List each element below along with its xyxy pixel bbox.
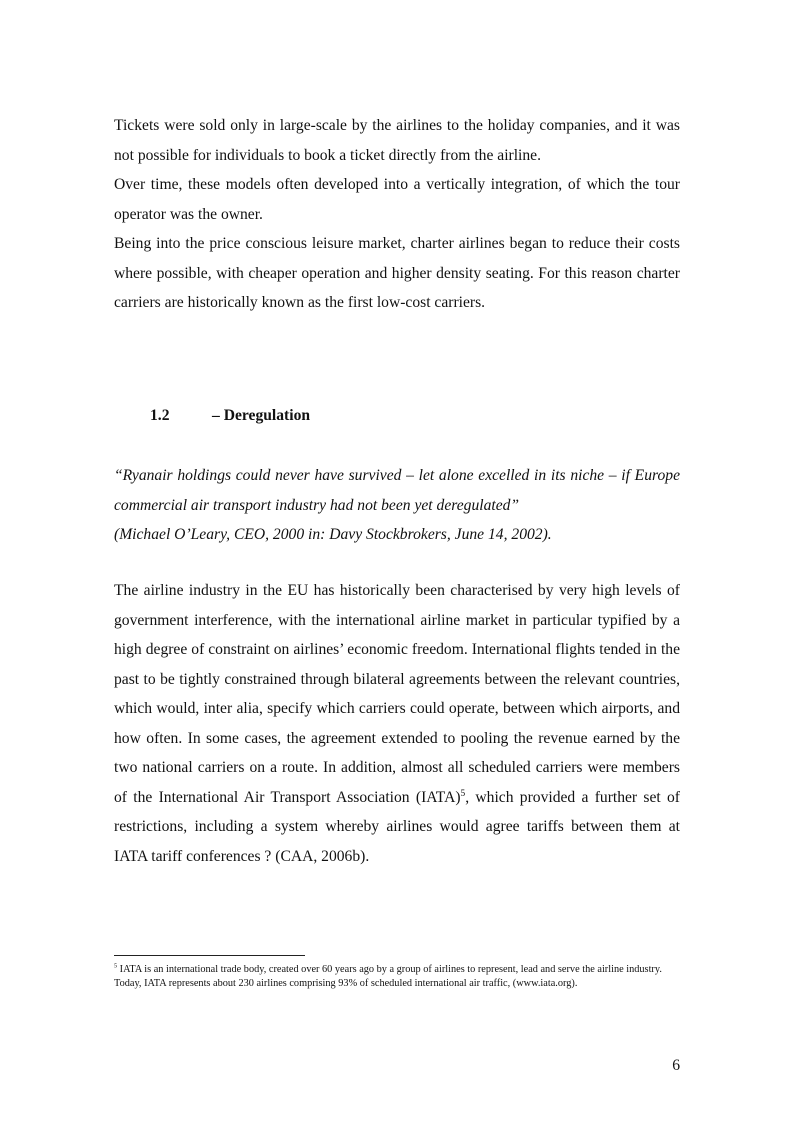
- main-paragraph: [114, 576, 680, 871]
- footnote-separator: [114, 955, 305, 956]
- footnote-mark: 5: [114, 962, 118, 970]
- epigraph-quote: [114, 461, 680, 550]
- footnote-text: IATA is an international trade body, created over 60 years ago by a group of airlines to represent, lead and serve the airline industry. Today, IATA represents about 230 airlines comprising 93% of scheduled international air traffic, (www.iata.org).: [114, 964, 662, 990]
- intro-paragraphs: [114, 111, 680, 318]
- section-title: – Deregulation: [212, 407, 311, 424]
- quote-attribution: (Michael O’Leary, CEO, 2000 in: Davy Stockbrokers, June 14, 2002).: [114, 526, 552, 543]
- intro-paragraph-1: Tickets were sold only in large-scale by the airlines to the holiday companies, and it was not possible for individuals to book a ticket directly from the airline.: [114, 117, 680, 164]
- section-heading: [150, 402, 310, 430]
- footnote-reference: 5: [460, 788, 466, 799]
- page-number: 6: [672, 1057, 680, 1074]
- main-text-before-ref: The airline industry in the EU has historically been characterised by very high levels of government interference, with the international airline market in particular typified by a high degree of constraint on airlines’ economic freedom. International flights tended in the past to be tightly constrained through bilateral agreements between the relevant countries, which would, inter alia, specify which carriers could operate, between which airports, and how often. In some cases, the agreement extended to pooling the revenue earned by the two national carriers on a route. In addition, almost all scheduled carriers were members of the International Air Transport Association (IATA): [114, 582, 680, 806]
- quote-text: “Ryanair holdings could never have survived – let alone excelled in its niche – if Europe commercial air transport industry had not been yet deregulated”: [114, 467, 680, 514]
- intro-paragraph-3: Being into the price conscious leisure market, charter airlines began to reduce their costs where possible, with cheaper operation and higher density seating. For this reason charter carriers are historically known as the first low-cost carriers.: [114, 235, 680, 311]
- intro-paragraph-2: Over time, these models often developed into a vertically integration, of which the tour operator was the owner.: [114, 176, 680, 223]
- footnote: [114, 963, 680, 992]
- main-text-after-ref: , which provided a further set of restrictions, including a system whereby airlines would agree tariffs between them at IATA tariff conferences ? (CAA, 2006b).: [114, 788, 680, 865]
- main-paragraph-text: [114, 576, 680, 871]
- section-number: 1.2: [150, 407, 170, 424]
